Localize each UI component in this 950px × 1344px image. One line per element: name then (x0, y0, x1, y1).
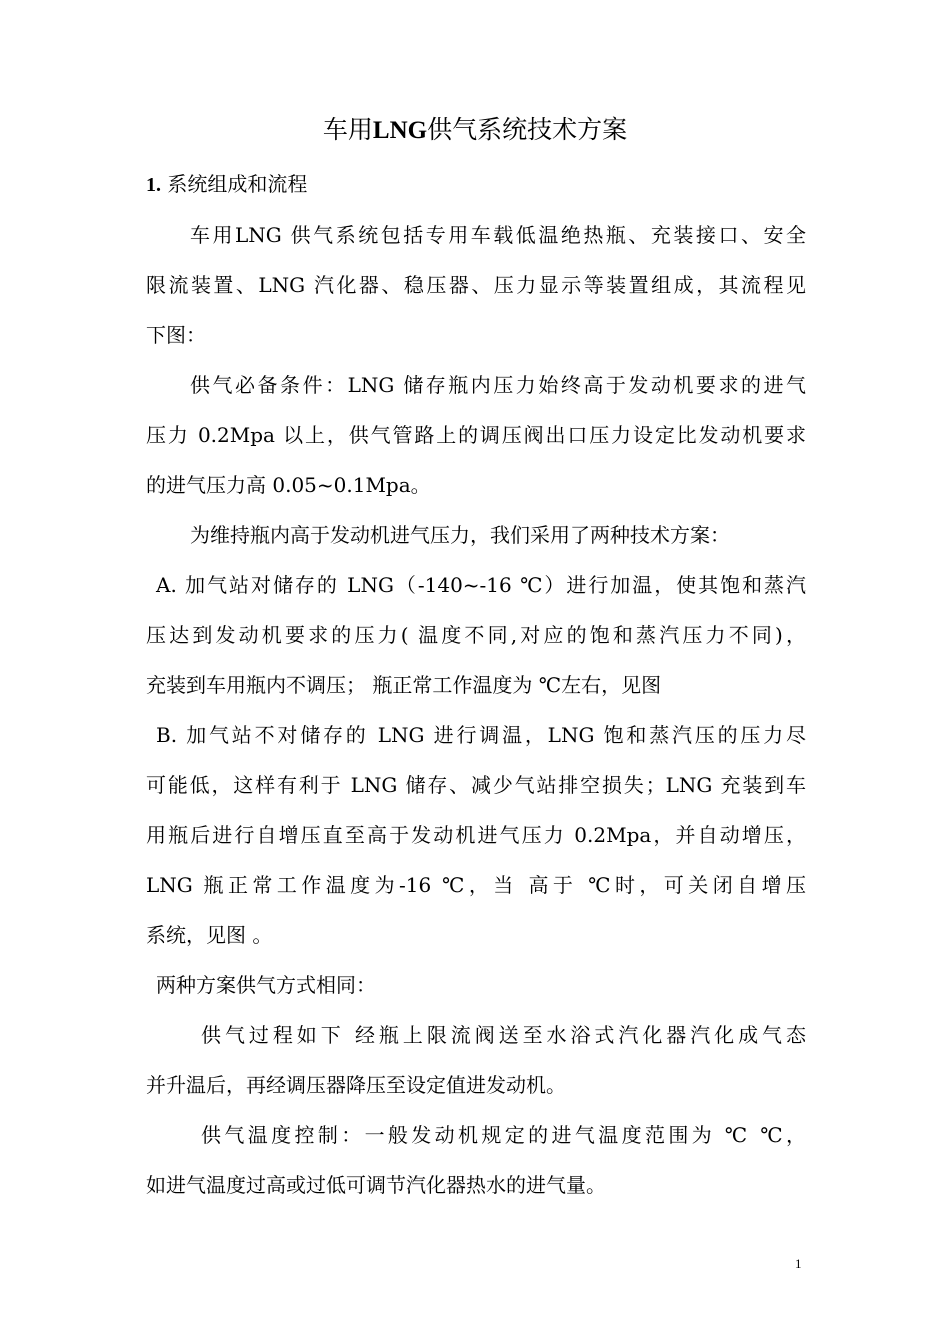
paragraph-line: 可能低，这样有利于 LNG 储存、减少气站排空损失；LNG 充装到车 (146, 773, 806, 797)
document-title (0, 112, 950, 149)
page-number: 1 (795, 1256, 802, 1271)
title-acronym: LNG (372, 117, 428, 144)
section-heading (146, 169, 806, 200)
paragraph-line: 限流装置、LNG 汽化器、稳压器、压力显示等装置组成，其流程见 (146, 273, 806, 297)
title-prefix: 车用 (322, 115, 373, 144)
paragraph-line: 用瓶后进行自增压直至高于发动机进气压力 0.2Mpa，并自动增压， (146, 823, 806, 847)
paragraph-line: 压力 0.2Mpa 以上，供气管路上的调压阀出口压力设定比发动机要求 (146, 423, 806, 447)
section-number: 1. (146, 174, 161, 196)
section-title: 系统组成和流程 (167, 172, 308, 196)
title-suffix: 供气系统技术方案 (427, 115, 628, 144)
paragraph-line: 供气必备条件：LNG 储存瓶内压力始终高于发动机要求的进气 (190, 373, 806, 397)
paragraph-line: 为维持瓶内高于发动机进气压力，我们采用了两种技术方案： (190, 523, 730, 547)
option-a-line: A. 加气站对储存的 LNG（-140~-16 ℃）进行加温，使其饱和蒸汽 (156, 573, 806, 597)
paragraph-line: 车用LNG 供气系统包括专用车载低温绝热瓶、充装接口、安全 (190, 223, 806, 247)
paragraph-line: 供气过程如下 经瓶上限流阀送至水浴式汽化器汽化成气态 (201, 1023, 806, 1047)
paragraph-line: 系统，见图 。 (146, 923, 273, 947)
paragraph-line: 并升温后，再经调压器降压至设定值进发动机。 (146, 1073, 566, 1097)
option-b-line: B. 加气站不对储存的 LNG 进行调温，LNG 饱和蒸汽压的压力尽 (156, 723, 806, 747)
paragraph-line: 的进气压力高 0.05~0.1Mpa。 (146, 473, 431, 497)
paragraph-line: 充装到车用瓶内不调压； 瓶正常工作温度为 ℃左右，见图 (146, 673, 662, 697)
paragraph-line: 压达到发动机要求的压力( 温度不同,对应的饱和蒸汽压力不同)， (146, 623, 806, 647)
paragraph-line: LNG 瓶正常工作温度为-16 ℃，当 高于 ℃时，可关闭自增压 (146, 873, 806, 897)
paragraph-line: 如进气温度过高或过低可调节汽化器热水的进气量。 (146, 1173, 606, 1197)
paragraph-line: 两种方案供气方式相同： (156, 973, 376, 997)
paragraph-line: 供气温度控制：一般发动机规定的进气温度范围为 ℃ ℃， (201, 1123, 806, 1147)
paragraph-line: 下图： (146, 323, 206, 347)
